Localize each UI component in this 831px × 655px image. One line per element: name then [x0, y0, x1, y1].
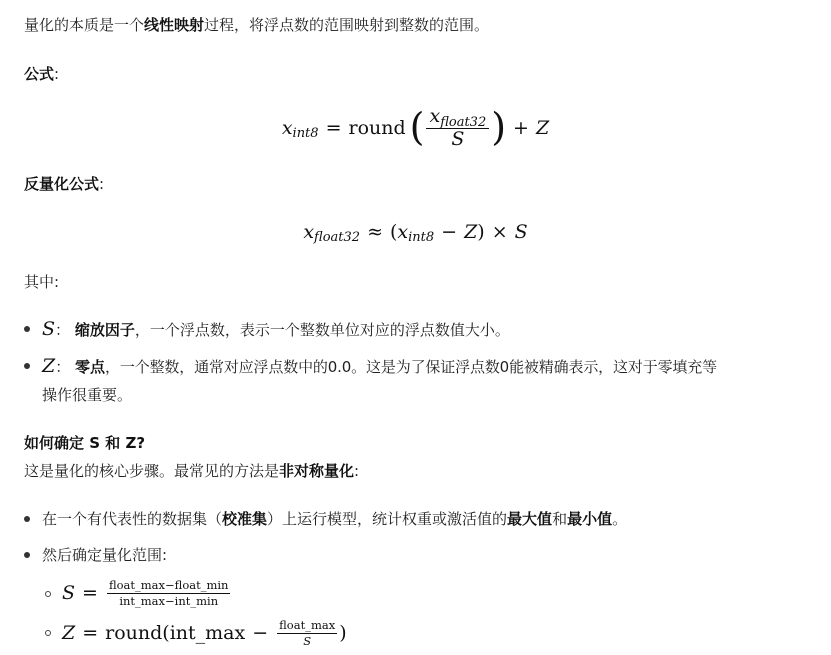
how-intro-text: 这是量化的核心步骤。最常见的方法是	[24, 462, 280, 480]
item-s-symbol: S	[42, 318, 56, 340]
formula-heading	[24, 63, 59, 85]
z-formula-close: )	[339, 622, 347, 644]
item-z-sep: ：	[55, 358, 71, 376]
z-formula-minus: −	[252, 622, 269, 644]
sub-bullet-z	[45, 630, 51, 636]
step1-part4: 。	[612, 510, 628, 528]
dequant-var: x	[397, 221, 409, 243]
z-formula-fraction	[277, 618, 337, 648]
item-s-sep: ：	[55, 321, 71, 339]
how-intro-bold: 非对称量化	[279, 462, 355, 480]
intro-text-end: 过程，将浮点数的范围映射到整数的范围。	[204, 16, 490, 34]
dequantization-formula	[0, 218, 831, 246]
dequant-z: Z	[464, 221, 478, 243]
step1-part3: 和	[552, 510, 568, 528]
item-z-symbol: Z	[42, 355, 56, 377]
item-z-bold: 零点	[75, 358, 106, 376]
dequant-rparen: )	[477, 221, 485, 243]
numerator-var: x	[429, 104, 441, 127]
dequant-heading-label: 反量化公式	[24, 175, 100, 193]
where-label: 其中:	[24, 273, 60, 291]
formula-heading-label: 公式	[24, 65, 55, 83]
formula-denominator: S	[451, 127, 465, 150]
numerator-sub: float32	[440, 114, 487, 130]
intro-text-start: 量化的本质是一个	[24, 16, 145, 34]
bullet-dot-s	[24, 326, 30, 332]
step1-part2: ）上运行模型，统计权重或激活值的	[267, 510, 508, 528]
dequant-lhs-sub: float32	[314, 229, 361, 245]
dequant-lparen: (	[389, 221, 398, 243]
bullet-dot-z	[24, 363, 30, 369]
list-item-step1	[42, 508, 627, 530]
list-item-s	[42, 318, 510, 341]
how-heading	[24, 432, 145, 454]
s-formula	[62, 575, 232, 611]
dequant-heading-colon: :	[99, 175, 105, 193]
step1-bold2: 最大值	[507, 510, 553, 528]
s-formula-numerator: float_max−float_min	[108, 578, 229, 593]
formula-lhs-var: x	[281, 117, 293, 139]
quantization-formula	[0, 106, 831, 150]
z-formula-denominator: S	[303, 633, 312, 648]
z-formula-equals: =	[82, 622, 99, 644]
formula-lhs-sub: int8	[292, 125, 319, 141]
z-formula-open: round(int_max	[105, 622, 246, 644]
bullet-dot-step2	[24, 552, 30, 558]
formula-equals: =	[325, 117, 342, 139]
how-intro-colon: :	[354, 462, 360, 480]
dequant-sub: int8	[408, 229, 435, 245]
bullet-dot-step1	[24, 516, 30, 522]
list-item-z-continuation: 操作很重要。	[42, 386, 133, 404]
dequant-times: ×	[491, 221, 508, 243]
formula-round-fn: round	[348, 117, 406, 139]
item-z-text: ，一个整数，通常对应浮点数中的0.0。这是为了保证浮点数0能被精确表示，这对于零填充等	[105, 358, 717, 376]
s-formula-var: S	[62, 582, 76, 604]
list-item-step2: 然后确定量化范围:	[42, 546, 168, 564]
s-formula-fraction	[107, 578, 231, 608]
formula-right-paren: )	[491, 105, 507, 149]
how-heading-label: 如何确定 S 和 Z?	[24, 434, 146, 452]
dequant-heading	[24, 173, 104, 195]
step1-bold3: 最小值	[567, 510, 613, 528]
z-formula-var: Z	[62, 622, 76, 644]
z-formula	[62, 615, 347, 651]
formula-numerator	[426, 106, 489, 129]
item-s-text: ，一个浮点数，表示一个整数单位对应的浮点数值大小。	[134, 321, 510, 339]
how-intro	[24, 460, 359, 482]
s-formula-denominator: int_max−int_min	[119, 593, 219, 608]
dequant-lhs-var: x	[303, 221, 315, 243]
step1-bold1: 校准集	[222, 510, 268, 528]
dequant-s: S	[514, 221, 528, 243]
item-s-bold: 缩放因子	[74, 321, 135, 339]
formula-left-paren: (	[409, 105, 425, 149]
formula-zero-point: Z	[535, 117, 550, 139]
z-formula-numerator: float_max	[279, 618, 336, 633]
dequant-minus: −	[441, 221, 458, 243]
dequant-approx: ≈	[367, 221, 383, 243]
formula-heading-colon: :	[54, 65, 60, 83]
intro-paragraph	[24, 14, 489, 36]
sub-bullet-s	[45, 591, 51, 597]
intro-bold-term: 线性映射	[144, 16, 205, 34]
step1-part1: 在一个有代表性的数据集（	[42, 510, 223, 528]
formula-plus: +	[513, 117, 529, 139]
formula-fraction	[426, 106, 489, 151]
s-formula-equals: =	[82, 582, 98, 604]
list-item-z	[42, 355, 717, 378]
